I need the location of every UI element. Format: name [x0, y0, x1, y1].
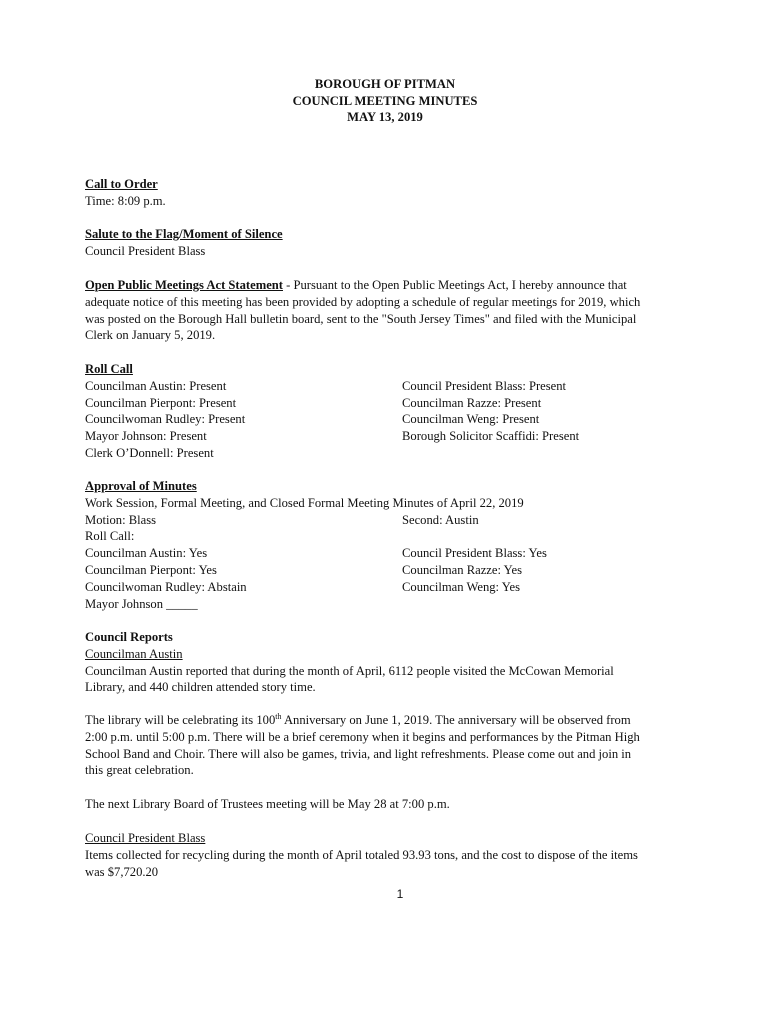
header-title: COUNCIL MEETING MINUTES — [292, 93, 478, 108]
opma-text: - Pursuant to the Open Public Meetings Act, I hereby announce that — [282, 278, 627, 292]
approval-roll-call-label: Roll Call: — [85, 529, 135, 544]
call-to-order-heading: Call to Order — [85, 177, 158, 191]
approval-vote-row — [85, 545, 705, 562]
section-roll-call — [85, 361, 705, 462]
report-austin-p2-line2: 2:00 p.m. until 5:00 p.m. There will be a brief ceremony when it begins and performances by the Pitman High — [85, 729, 640, 744]
salute-text: Council President Blass — [85, 243, 206, 258]
council-reports-heading: Council Reports — [85, 630, 173, 644]
opma-line-4: Clerk on January 5, 2019. — [85, 328, 216, 343]
vote-left: Councilwoman Rudley: Abstain — [85, 579, 247, 594]
report-blass-line1: Items collected for recycling during the month of April totaled 93.93 tons, and the cost to dispose of the items — [85, 847, 638, 862]
vote-left: Councilman Pierpont: Yes — [85, 562, 217, 577]
report-austin-p3: The next Library Board of Trustees meeting will be May 28 at 7:00 p.m. — [85, 797, 450, 811]
approval-subject: Work Session, Formal Meeting, and Closed Formal Meeting Minutes of April 22, 2019 — [85, 495, 524, 510]
p2-superscript: th — [275, 711, 282, 721]
opma-line-3: was posted on the Borough Hall bulletin board, sent to the "South Jersey Times" and filed with the Municipal — [85, 311, 637, 326]
roll-call-left: Councilwoman Rudley: Present — [85, 412, 246, 427]
opma-line-1 — [85, 277, 705, 294]
report-austin-p2-line4: this great celebration. — [85, 763, 194, 778]
p2-text-a: The library will be celebrating its 100 — [85, 713, 276, 727]
report-austin-p2-line1 — [85, 712, 705, 729]
roll-call-row — [85, 428, 705, 445]
roll-call-row — [85, 445, 705, 462]
roll-call-left: Councilman Pierpont: Present — [85, 395, 237, 410]
roll-call-right: Borough Solicitor Scaffidi: Present — [402, 429, 580, 444]
approval-vote-row — [85, 579, 705, 596]
salute-heading: Salute to the Flag/Moment of Silence — [85, 227, 283, 241]
vote-right: Council President Blass: Yes — [402, 546, 547, 561]
opma-heading: Open Public Meetings Act Statement — [85, 278, 283, 292]
p2-text-b: Anniversary on June 1, 2019. The anniversary will be observed from — [281, 713, 631, 727]
roll-call-right: Councilman Razze: Present — [402, 395, 542, 410]
vote-right: Councilman Razze: Yes — [402, 562, 522, 577]
report-austin-p2 — [85, 712, 705, 779]
approval-heading: Approval of Minutes — [85, 479, 197, 493]
approval-motion: Motion: Blass — [85, 512, 157, 527]
section-call-to-order — [85, 176, 705, 210]
roll-call-row — [85, 395, 705, 412]
report-blass — [85, 830, 705, 880]
section-council-reports — [85, 629, 705, 696]
opma-line-2: adequate notice of this meeting has been provided by adopting a schedule of regular meetings for 2019, which — [85, 294, 641, 309]
roll-call-right: Council President Blass: Present — [402, 378, 567, 393]
approval-second: Second: Austin — [402, 512, 479, 527]
report-blass-line2: was $7,720.20 — [85, 864, 159, 879]
vote-left: Councilman Austin: Yes — [85, 546, 208, 561]
page-number: 1 — [396, 887, 404, 901]
header-borough: BOROUGH OF PITMAN — [314, 77, 456, 91]
approval-mayor: Mayor Johnson _____ — [85, 596, 198, 611]
roll-call-right: Councilman Weng: Present — [402, 412, 540, 427]
report-austin-p1-line1: Councilman Austin reported that during the month of April, 6112 people visited the McCowan Memorial — [85, 663, 614, 678]
approval-motion-row — [85, 512, 705, 529]
approval-vote-row — [85, 562, 705, 579]
call-to-order-time: Time: 8:09 p.m. — [85, 193, 166, 208]
report-austin-p1-line2: Library, and 440 children attended story time. — [85, 680, 316, 695]
report-austin-p2-line3: School Band and Choir. There will also be games, trivia, and light refreshments. Please come out and join in — [85, 746, 632, 761]
roll-call-left: Councilman Austin: Present — [85, 378, 227, 393]
vote-right: Councilman Weng: Yes — [402, 579, 521, 594]
section-opma — [85, 277, 705, 344]
roll-call-row — [85, 411, 705, 428]
report-blass-name: Council President Blass — [85, 831, 206, 845]
roll-call-left: Clerk O’Donnell: Present — [85, 445, 214, 460]
section-salute — [85, 226, 705, 260]
document-header — [0, 76, 770, 126]
roll-call-heading: Roll Call — [85, 362, 133, 376]
header-date: MAY 13, 2019 — [347, 110, 423, 125]
section-approval-of-minutes — [85, 478, 705, 612]
roll-call-left: Mayor Johnson: Present — [85, 429, 207, 444]
roll-call-row — [85, 378, 705, 395]
report-austin-name: Councilman Austin — [85, 646, 183, 661]
